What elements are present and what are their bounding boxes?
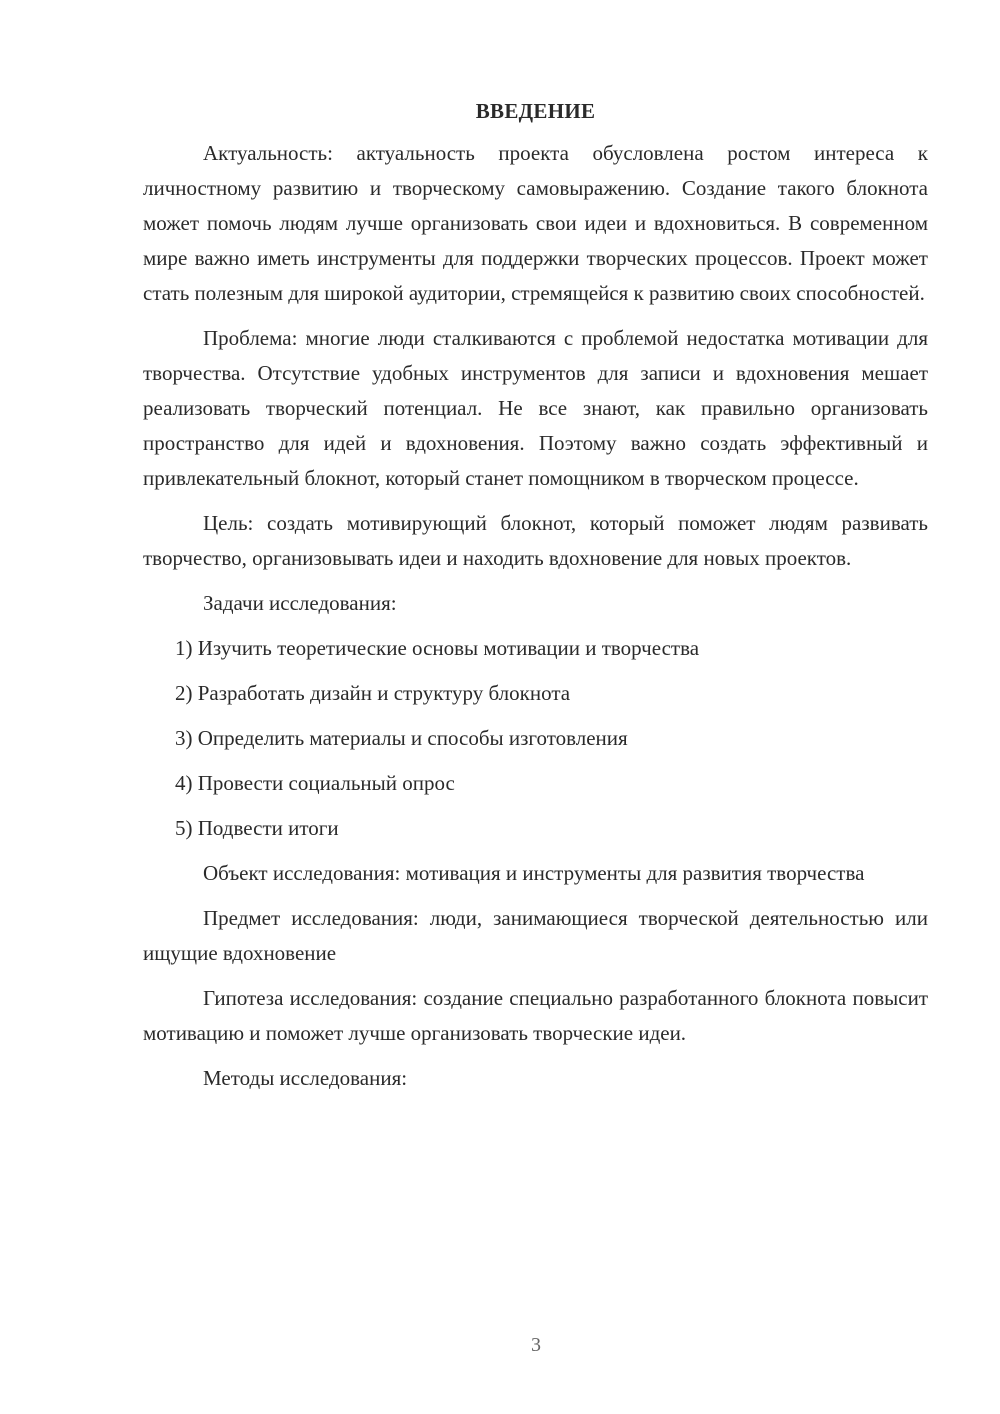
page-number: 3 <box>531 1334 541 1356</box>
task-item: 4) Провести социальный опрос <box>175 771 455 795</box>
relevance-paragraph: Актуальность: актуальность проекта обусловлена ростом интереса к личностному развитию и творческому самовыражению. Создание такого блокнота может помочь людям лучше организовать свои идеи и вдохновиться. В современном мире важно иметь инструменты для поддержки творческих процессов. Проект может стать полезным для широкой аудитории, стремящейся к развитию своих способностей. <box>143 141 928 305</box>
task-item: 5) Подвести итоги <box>175 816 339 840</box>
goal-paragraph: Цель: создать мотивирующий блокнот, который поможет людям развивать творчество, организовывать идеи и находить вдохновение для новых проектов. <box>143 511 928 570</box>
page-title: ВВЕДЕНИЕ <box>475 99 596 123</box>
subject-paragraph: Предмет исследования: люди, занимающиеся творческой деятельностью или ищущие вдохновение <box>143 906 928 965</box>
document-page <box>143 96 928 1106</box>
hypothesis-paragraph: Гипотеза исследования: создание специально разработанного блокнота повысит мотивацию и поможет лучше организовать творческие идеи. <box>143 986 928 1045</box>
problem-paragraph: Проблема: многие люди сталкиваются с проблемой недостатка мотивации для творчества. Отсутствие удобных инструментов для записи и вдохновения мешает реализовать творческий потенциал. Не все знают, как правильно организовать пространство для идей и вдохновения. Поэтому важно создать эффективный и привлекательный блокнот, который станет помощником в творческом процессе. <box>143 326 928 490</box>
task-item: 1) Изучить теоретические основы мотивации и творчества <box>175 636 700 660</box>
methods-heading: Методы исследования: <box>203 1066 408 1090</box>
tasks-list <box>143 631 928 846</box>
object-paragraph: Объект исследования: мотивация и инструменты для развития творчества <box>203 861 865 885</box>
tasks-heading: Задачи исследования: <box>203 591 397 615</box>
task-item: 2) Разработать дизайн и структуру блокнота <box>175 681 571 705</box>
task-item: 3) Определить материалы и способы изготовления <box>175 726 628 750</box>
